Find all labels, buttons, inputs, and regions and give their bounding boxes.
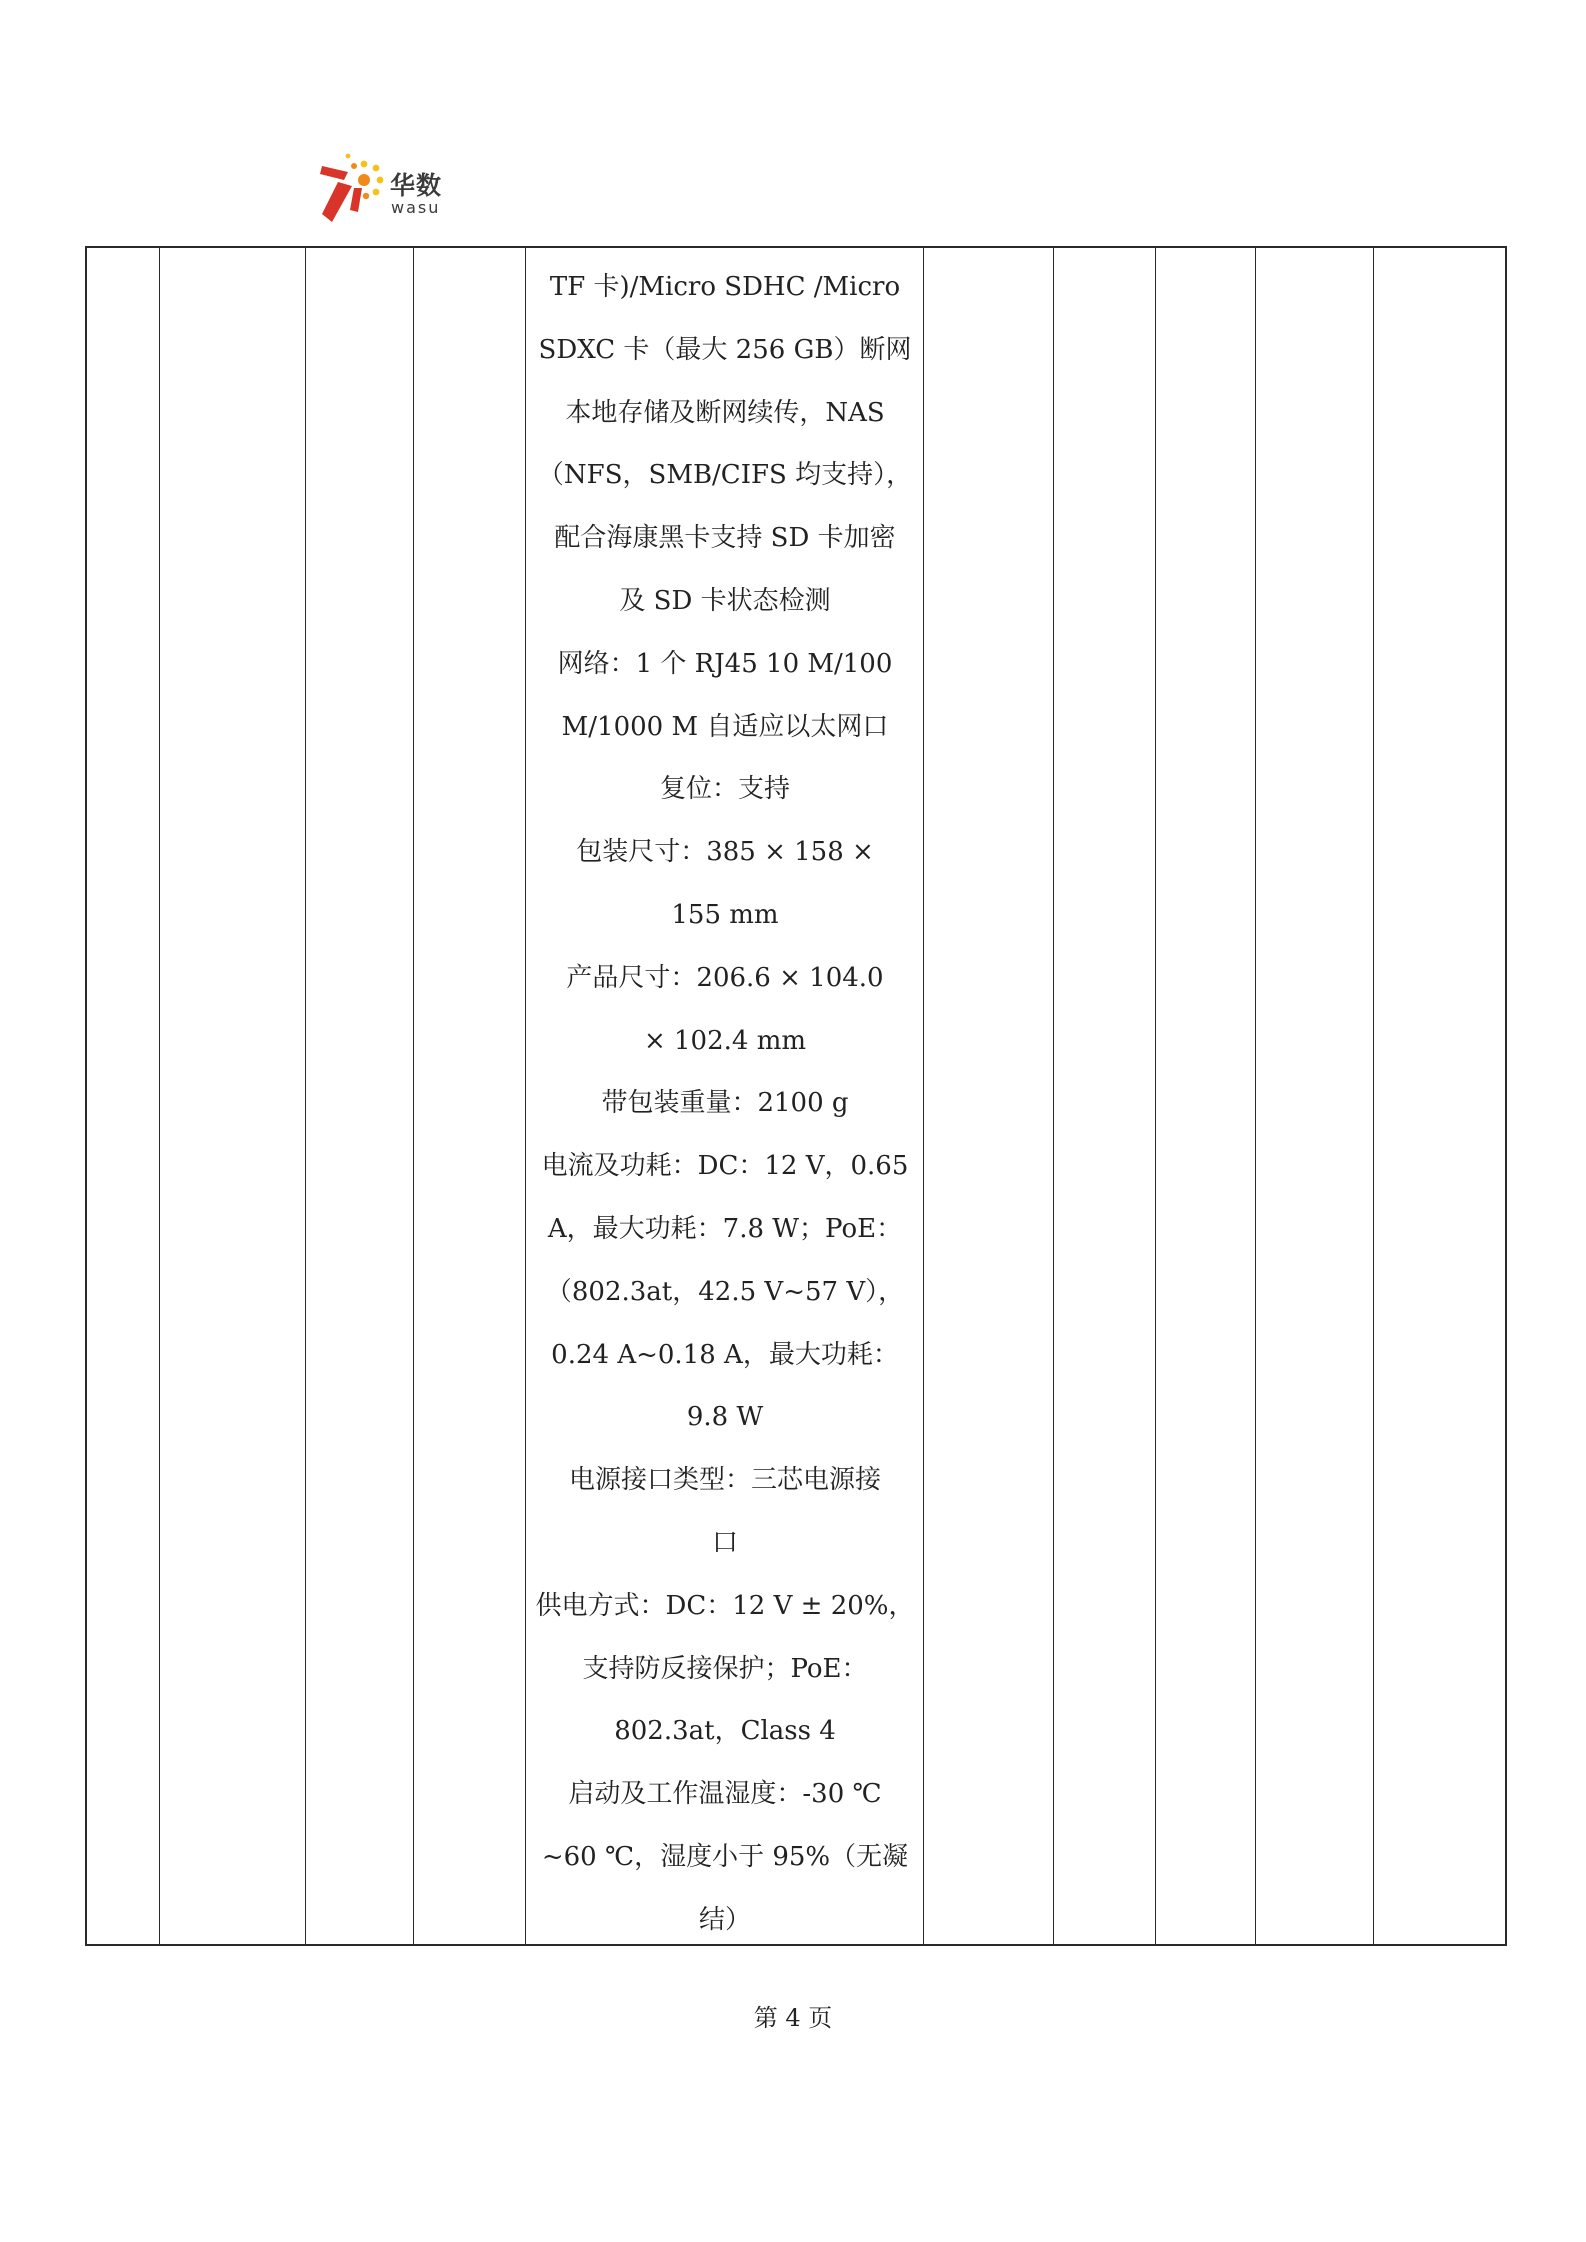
spec-line: ~60 ℃，湿度小于 95%（无凝 [541,1841,909,1872]
spec-line: 产品尺寸：206.6 × 104.0 [566,962,884,993]
spec-line: A，最大功耗：7.8 W；PoE： [547,1213,903,1244]
spec-line: 802.3at，Class 4 [614,1716,836,1747]
spec-line: 网络：1 个 RJ45 10 M/100 [557,648,893,679]
spec-line: × 102.4 mm [643,1025,807,1056]
spec-line: （802.3at，42.5 V~57 V）， [545,1276,905,1307]
spec-line: 155 mm [671,899,779,930]
spec-line: 配合海康黑卡支持 SD 卡加密 [554,523,896,554]
column-divider [923,248,924,1944]
spec-line: 包装尺寸：385 × 158 × [576,837,874,868]
spec-line: 带包装重量：2100 g [601,1088,849,1119]
spec-line: TF 卡)/Micro SDHC /Micro [549,272,901,302]
wasu-logo [318,152,478,228]
spec-line: 复位：支持 [659,774,790,805]
column-divider [1155,248,1156,1944]
page-number: 第 4 页 [753,2004,833,2032]
spec-line: 供电方式：DC：12 V ± 20%， [535,1590,915,1621]
column-divider [1053,248,1054,1944]
logo-chinese-text: 华数 [390,171,443,200]
spec-parameters-cell [527,248,923,1944]
spec-line: 电源接口类型：三芯电源接 [568,1465,881,1496]
spec-line: 支持防反接保护；PoE： [582,1653,868,1684]
spec-line: 及 SD 卡状态检测 [619,585,831,616]
spec-line: SDXC 卡（最大 256 GB）断网 [538,334,912,365]
spec-line: 电流及功耗：DC：12 V，0.65 [541,1151,909,1182]
column-divider [305,248,306,1944]
spec-line: 0.24 A~0.18 A，最大功耗： [551,1339,899,1370]
spec-line: （NFS，SMB/CIFS 均支持）， [537,460,913,491]
logo-english-text: wasu [391,198,441,217]
spec-line: 结） [698,1904,751,1935]
column-divider [159,248,160,1944]
spec-line: M/1000 M 自适应以太网口 [561,711,889,742]
column-divider [1255,248,1256,1944]
column-divider [1373,248,1374,1944]
spec-line: 本地存储及断网续传，NAS [565,397,885,428]
wasu-sun-icon [318,152,384,228]
spec-line: 口 [711,1527,738,1558]
spec-table [85,246,1507,1946]
column-divider [413,248,414,1944]
column-divider [525,248,526,1944]
spec-line: 启动及工作温湿度：-30 ℃ [568,1779,882,1810]
spec-line: 9.8 W [686,1402,764,1433]
